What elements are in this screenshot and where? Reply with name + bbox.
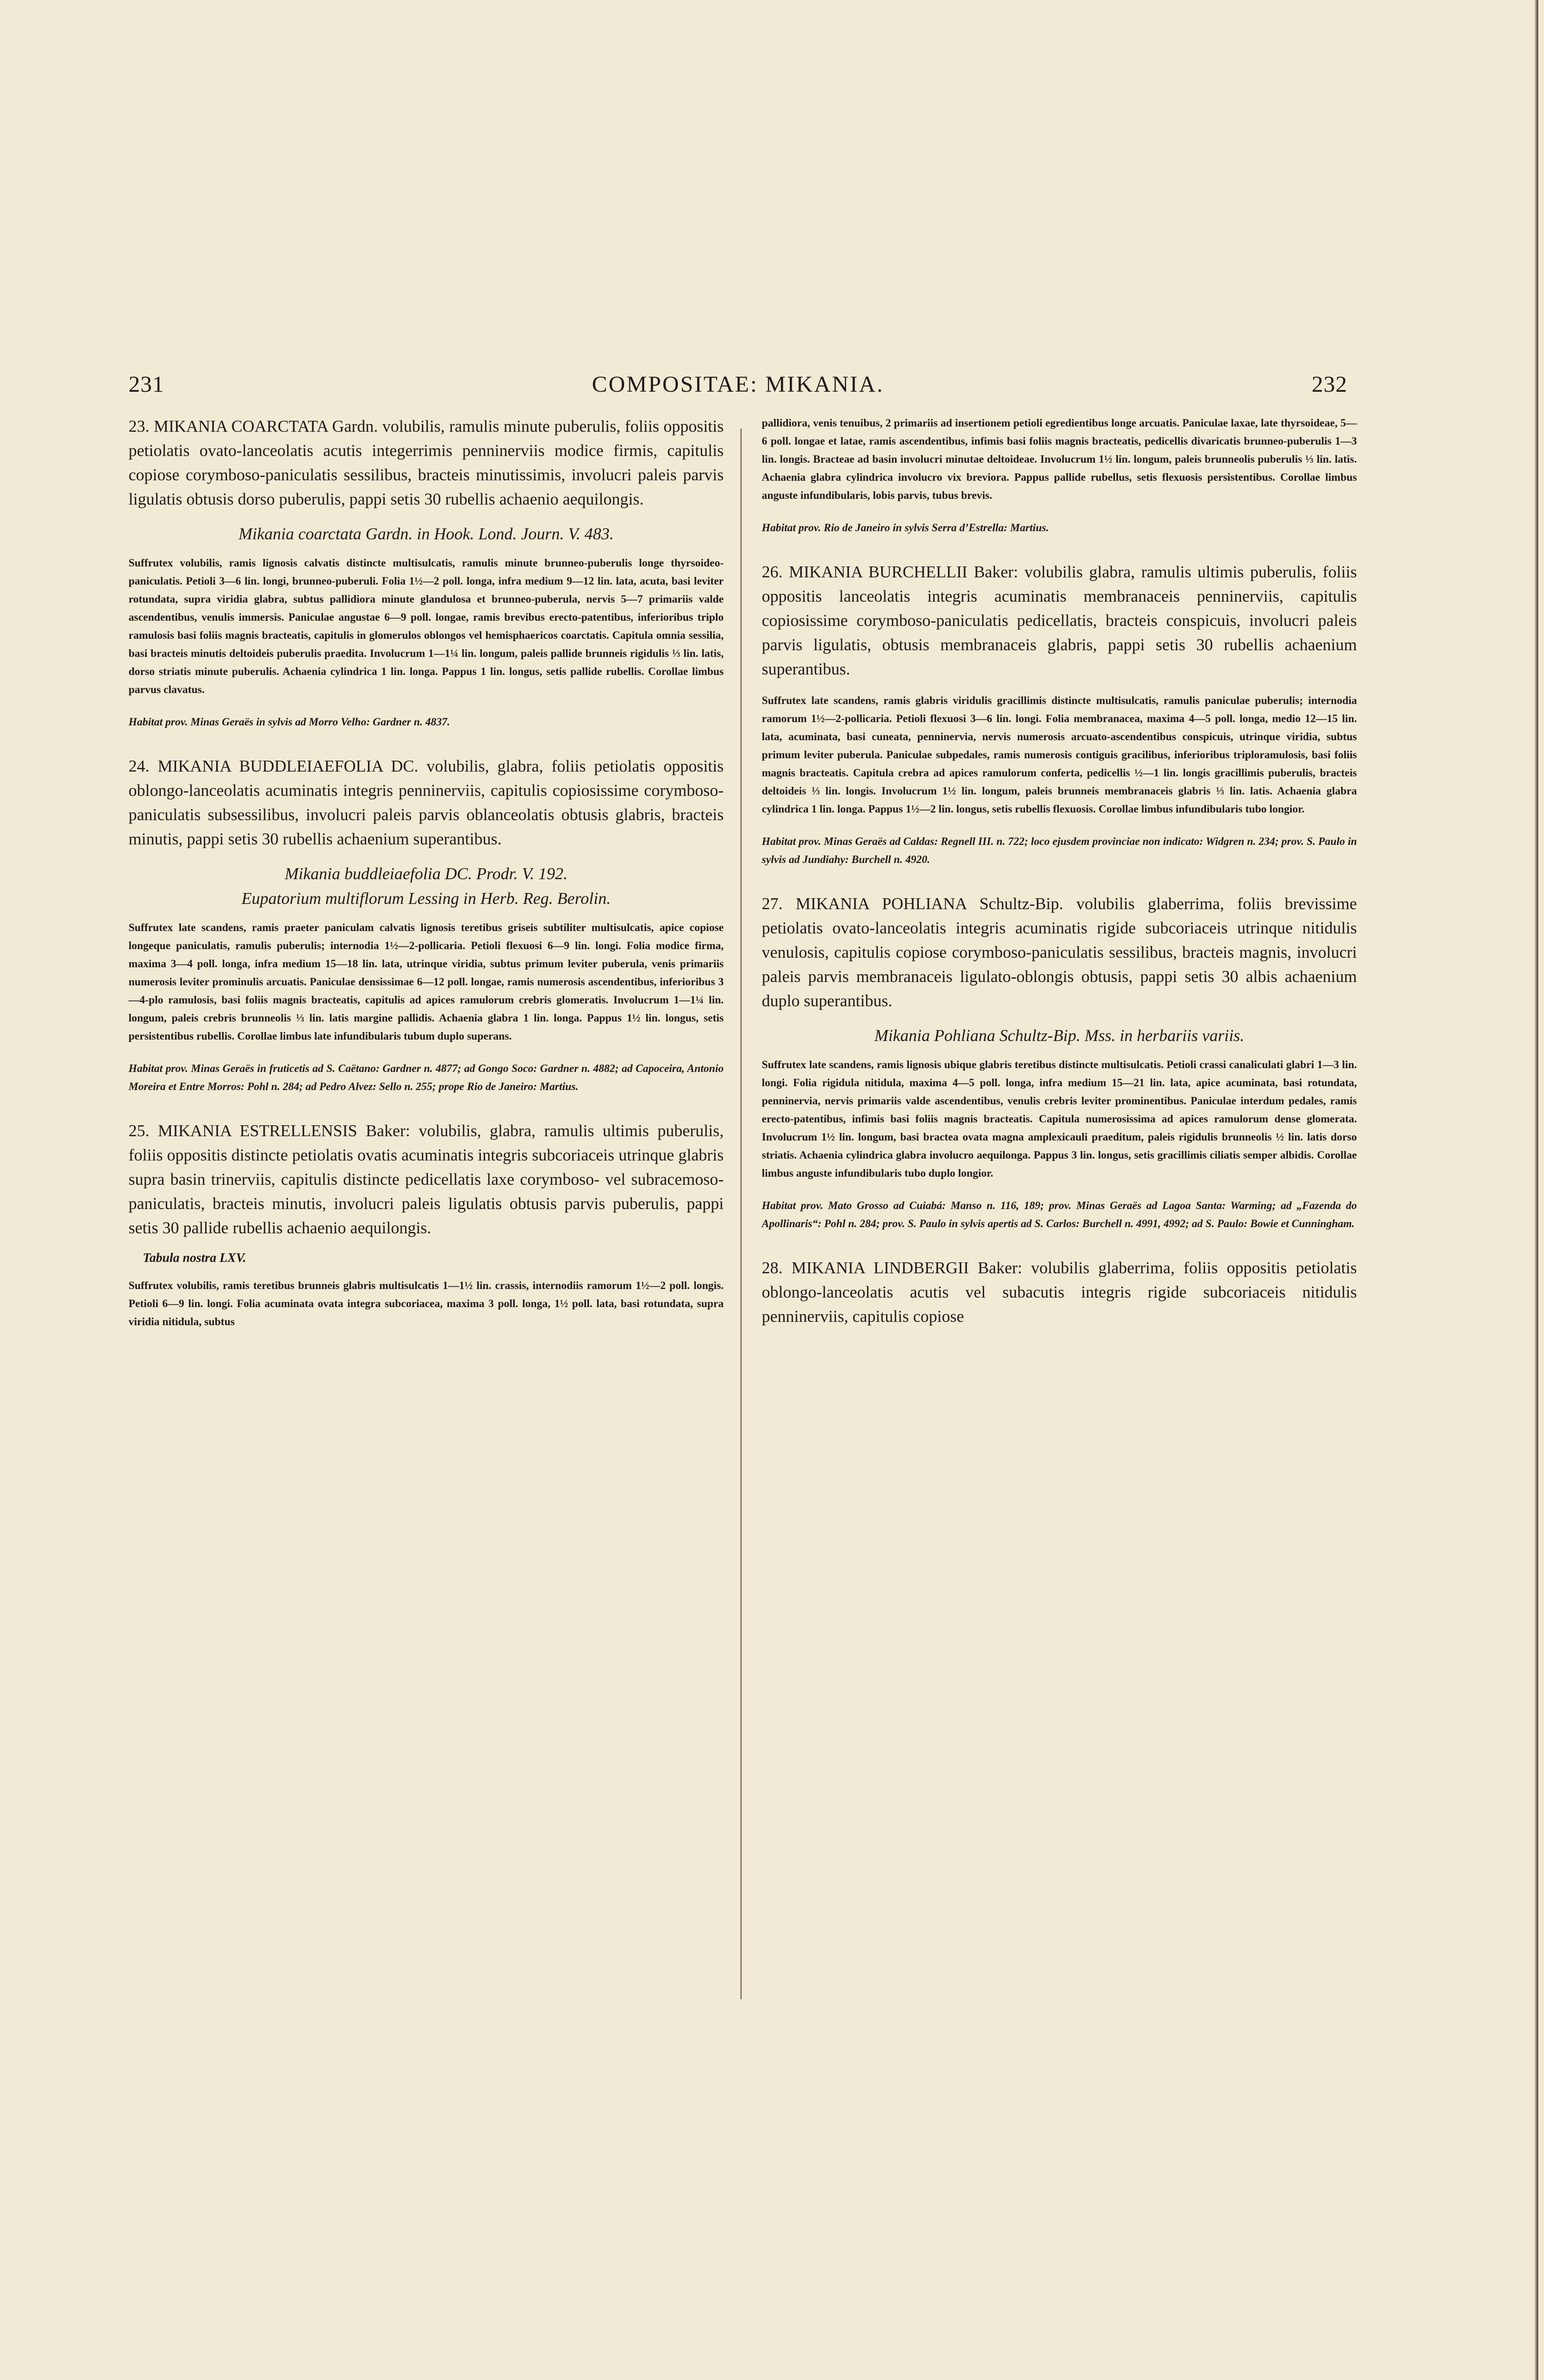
species-28-diagnosis: 28. MIKANIA LINDBERGII Baker: volubilis glaberrima, foliis oppositis petiolatis oblongo-lanceolatis acutis vel subacutis integris rigide subcoriaceis nitidulis penninerviis, capitulis copiose bbox=[762, 1259, 1357, 1326]
running-title: COMPOSITAE: MIKANIA. bbox=[592, 372, 884, 397]
page-number-left: 231 bbox=[129, 372, 164, 397]
species-26-description: Suffrutex late scandens, ramis glabris viridulis gracillimis distincte multisulcatis, ramulis paniculae puberulis; internodia ramorum 1½—2-pollicaria. Petioli flexuosi 3—6 lin. longi. Folia membranacea, maxima 4—5 poll. longa, medio 12—15 lin. lata, acuminata, basi cuneata, penninervia, nervis numerosis arcuato-ascendentibus conspicuis, utrinque viridia, subtus primum leviter puberula. Paniculae subpedales, ramis numerosis contiguis gracilibus, inferioribus triploramulosis, basi foliis magnis bracteatis. Capitula crebra ad apices ramulorum conferta, pedicellis ½—1 lin. longis gracillimis puberulis, bracteis deltoideis ⅓ lin. longis. Involucrum 1½ lin. longum, paleis brunneis membranaceis glabris ⅓ lin. latis. Achaenia glabra cylindrica 1 lin. longa. Pappus 1½—2 lin. longus, setis rubellis flexuosis. Corollae limbus infundibularis tubo longior. bbox=[762, 694, 1357, 815]
species-23-description: Suffrutex volubilis, ramis lignosis calvatis distincte multisulcatis, ramulis minute brunneo-puberulis longe thyrsoideo-paniculatis. Petioli 3—6 lin. longi, brunneo-puberuli. Folia 1½—2 poll. longa, infra medium 9—12 lin. lata, acuta, basi leviter rotundata, supra viridia glabra, subtus pallidiora minute glandulosa et brunneo-puberula, nervis 5—7 primariis valde ascendentibus, venulis immersis. Paniculae angustae 6—9 poll. longae, ramis brevibus erecto-patentibus, inferioribus triplo ramulosis basi foliis magnis bracteatis, capitulis in glomerulos oblongos vel hemisphaericos coarctatis. Capitula omnia sessilia, basi bracteis minutis deltoideis puberulis praedita. Involucrum 1—1¼ lin. longum, paleis pallide brunneis rigidulis ⅓ lin. latis, dorso striatis minute puberulis. Achaenia cylindrica 1 lin. longa. Pappus 1 lin. longus, setis pallide rubellis. Corollae limbus parvus clavatus. bbox=[129, 557, 724, 695]
species-27-synonym: Mikania Pohliana Schultz-Bip. Mss. in herbariis variis. bbox=[874, 1026, 1245, 1045]
left-column bbox=[129, 414, 724, 1345]
species-24-synonym-1: Mikania buddleiaefolia DC. Prodr. V. 192. bbox=[284, 864, 568, 883]
species-24-description: Suffrutex late scandens, ramis praeter paniculam calvatis lignosis teretibus griseis subtiliter multisulcatis, apice copiose longeque paniculatis, ramulis puberulis; internodia 1½—2-pollicaria. Petioli flexuosi 6—9 lin. longi. Folia modice firma, maxima 3—4 poll. longa, infra medium 15—18 lin. lata, utrinque viridia, subtus primum leviter puberula, venis primariis numerosis leviter prominulis arcuatis. Paniculae densissimae 6—12 poll. longae, ramis numerosis ascendentibus, inferioribus 3—4-plo ramulosis, basi foliis magnis bracteatis, capitulis ad apices ramulorum crebris glomeratis. Involucrum 1—1¼ lin. longum, paleis crebris brunneolis ⅓ lin. latis margine pallidis. Achaenia glabra 1 lin. longa. Pappus 1½ lin. longus, setis persistentibus rubellis. Corollae limbus late infundibularis tubum duplo superans. bbox=[129, 922, 724, 1042]
column-divider bbox=[740, 428, 742, 1999]
page-header bbox=[129, 371, 1347, 405]
species-27-description: Suffrutex late scandens, ramis lignosis ubique glabris teretibus distincte multisulcatis. Petioli crassi canaliculati glabri 1—3 lin. longi. Folia rigidula nitidula, maxima 4—5 poll. longa, infra medium 15—21 lin. lata, apice acuminata, basi rotundata, penninervia, nervis primariis valde ascendentibus, venulis crebris leviter prominentibus. Paniculae interdum pedales, ramis erecto-patentibus, infimis basi foliis magnis bracteatis. Capitula numerosissima ad apices ramulorum dense glomerata. Involucrum 1½ lin. longum, basi bractea ovata magna amplexicauli praeditum, paleis rigidulis brunneolis ½ lin. latis dorso striatis. Achaenia cylindrica glabra involucro aequilonga. Pappus 3 lin. longus, setis gracillimis ciliatis semper albidis. Corollae limbus anguste infundibularis tubo duplo longior. bbox=[762, 1059, 1357, 1179]
species-25-plate: Tabula nostra LXV. bbox=[143, 1250, 246, 1265]
species-26-habitat: Habitat prov. Minas Geraës ad Caldas: Regnell III. n. 722; loco ejusdem provinciae non indicato: Widgren n. 234; prov. S. Paulo in sylvis ad Jundiahy: Burchell n. 4920. bbox=[762, 835, 1357, 865]
species-23-habitat: Habitat prov. Minas Geraës in sylvis ad Morro Velho: Gardner n. 4837. bbox=[129, 716, 450, 728]
species-27-habitat: Habitat prov. Mato Grosso ad Cuiabá: Manso n. 116, 189; prov. Minas Geraës ad Lagoa Santa: Warming; ad „Fazenda do Apollinaris“: Pohl n. 284; prov. S. Paulo in sylvis apertis ad S. Carlos: Burchell n. 4991, 4992; ad S. Paulo: Bowie et Cunningham. bbox=[762, 1200, 1357, 1230]
page-edge bbox=[1534, 0, 1538, 2380]
species-24-synonym bbox=[129, 862, 724, 911]
species-25-description-continued: pallidiora, venis tenuibus, 2 primariis ad insertionem petioli egredientibus longe arcuatis. Paniculae laxae, late thyrsoideae, 5—6 poll. longae et latae, ramis ascendentibus, infimis basi foliis magnis bracteatis, pedicellis divaricatis brunneo-puberulis 1—3 lin. longis. Bracteae ad basin involucri minutae deltoideae. Involucrum 1½ lin. longum, paleis brunneolis puberulis ⅓ lin. latis. Achaenia glabra cylindrica involucro vix breviora. Pappus pallide rubellus, setis flexuosis persistentibus. Corollae limbus anguste infundibularis, lobis parvis, tubus brevis. bbox=[762, 417, 1357, 501]
species-24-habitat: Habitat prov. Minas Geraës in fruticetis ad S. Caëtano: Gardner n. 4877; ad Gongo Soco: Gardner n. 4882; ad Capoceira, Antonio Moreira et Entre Morros: Pohl n. 284; ad Pedro Alvez: Sello n. 255; prope Rio de Janeiro: Martius. bbox=[129, 1062, 724, 1092]
species-26-diagnosis: 26. MIKANIA BURCHELLII Baker: volubilis glabra, ramulis ultimis puberulis, foliis oppositis lanceolatis integris acuminatis membranaceis penninerviis, capitulis copiosissime corymboso-paniculatis pedicellatis, bracteis conspicuis, involucri paleis parvis ligulatis, obtusis membranaceis glabris, pappi setis 30 rubellis achaenium superantibus. bbox=[762, 563, 1357, 678]
species-27-diagnosis: 27. MIKANIA POHLIANA Schultz-Bip. volubilis glaberrima, foliis brevissime petiolatis ovato-lanceolatis integris acuminatis rigide subcoriaceis utrinque nitidulis venulosis, capitulis copiose corymboso-paniculatis sessilibus, bracteis magnis, involucri paleis parvis membranaceis ligulato-oblongis obtusis, pappi setis 30 albis achaenium duplo superantibus. bbox=[762, 894, 1357, 1010]
right-column bbox=[762, 414, 1357, 1339]
species-25-diagnosis: 25. MIKANIA ESTRELLENSIS Baker: volubilis, glabra, ramulis ultimis puberulis, foliis oppositis distincte petiolatis ovatis acuminatis integris subcoriaceis utrinque glabris supra basin trinerviis, capitulis distincte pedicellatis laxe corymboso- vel subracemoso-paniculatis, bracteis minutis, involucri paleis ligulatis obtusis parvis puberulis, pappi setis 30 pallide rubellis achaenio aequilongis. bbox=[129, 1121, 724, 1237]
species-23-diagnosis: 23. MIKANIA COARCTATA Gardn. volubilis, ramulis minute puberulis, foliis oppositis petiolatis ovato-lanceolatis acutis integerrimis penninerviis modice firmis, capitulis copiose corymboso-paniculatis sessilibus, bracteis minutissimis, involucri paleis parvis ligulatis obtusis dorso puberulis, pappi setis 30 rubellis achaenio aequilongis. bbox=[129, 417, 724, 508]
species-23-synonym: Mikania coarctata Gardn. in Hook. Lond. Journ. V. 483. bbox=[238, 525, 614, 543]
species-24-diagnosis: 24. MIKANIA BUDDLEIAEFOLIA DC. volubilis, glabra, foliis petiolatis oppositis oblongo-lanceolatis acuminatis integris penninerviis, capitulis copiosissime corymboso-paniculatis subsessilibus, involucri paleis parvis oblanceolatis obtusis glabris, bracteis minutis, pappi setis 30 rubellis achaenium superantibus. bbox=[129, 757, 724, 848]
species-25-description: Suffrutex volubilis, ramis teretibus brunneis glabris multisulcatis 1—1½ lin. crassis, internodiis ramorum 1½—2 poll. longis. Petioli 6—9 lin. longi. Folia acuminata ovata integra subcoriacea, maxima 3 poll. longa, 1½ poll. lata, basi rotundata, supra viridia nitidula, subtus bbox=[129, 1279, 724, 1328]
species-25-habitat: Habitat prov. Rio de Janeiro in sylvis Serra d’Estrella: Martius. bbox=[762, 522, 1049, 534]
species-24-synonym-2: Eupatorium multiflorum Lessing in Herb. Reg. Berolin. bbox=[241, 889, 611, 908]
page-number-right: 232 bbox=[1312, 372, 1347, 397]
